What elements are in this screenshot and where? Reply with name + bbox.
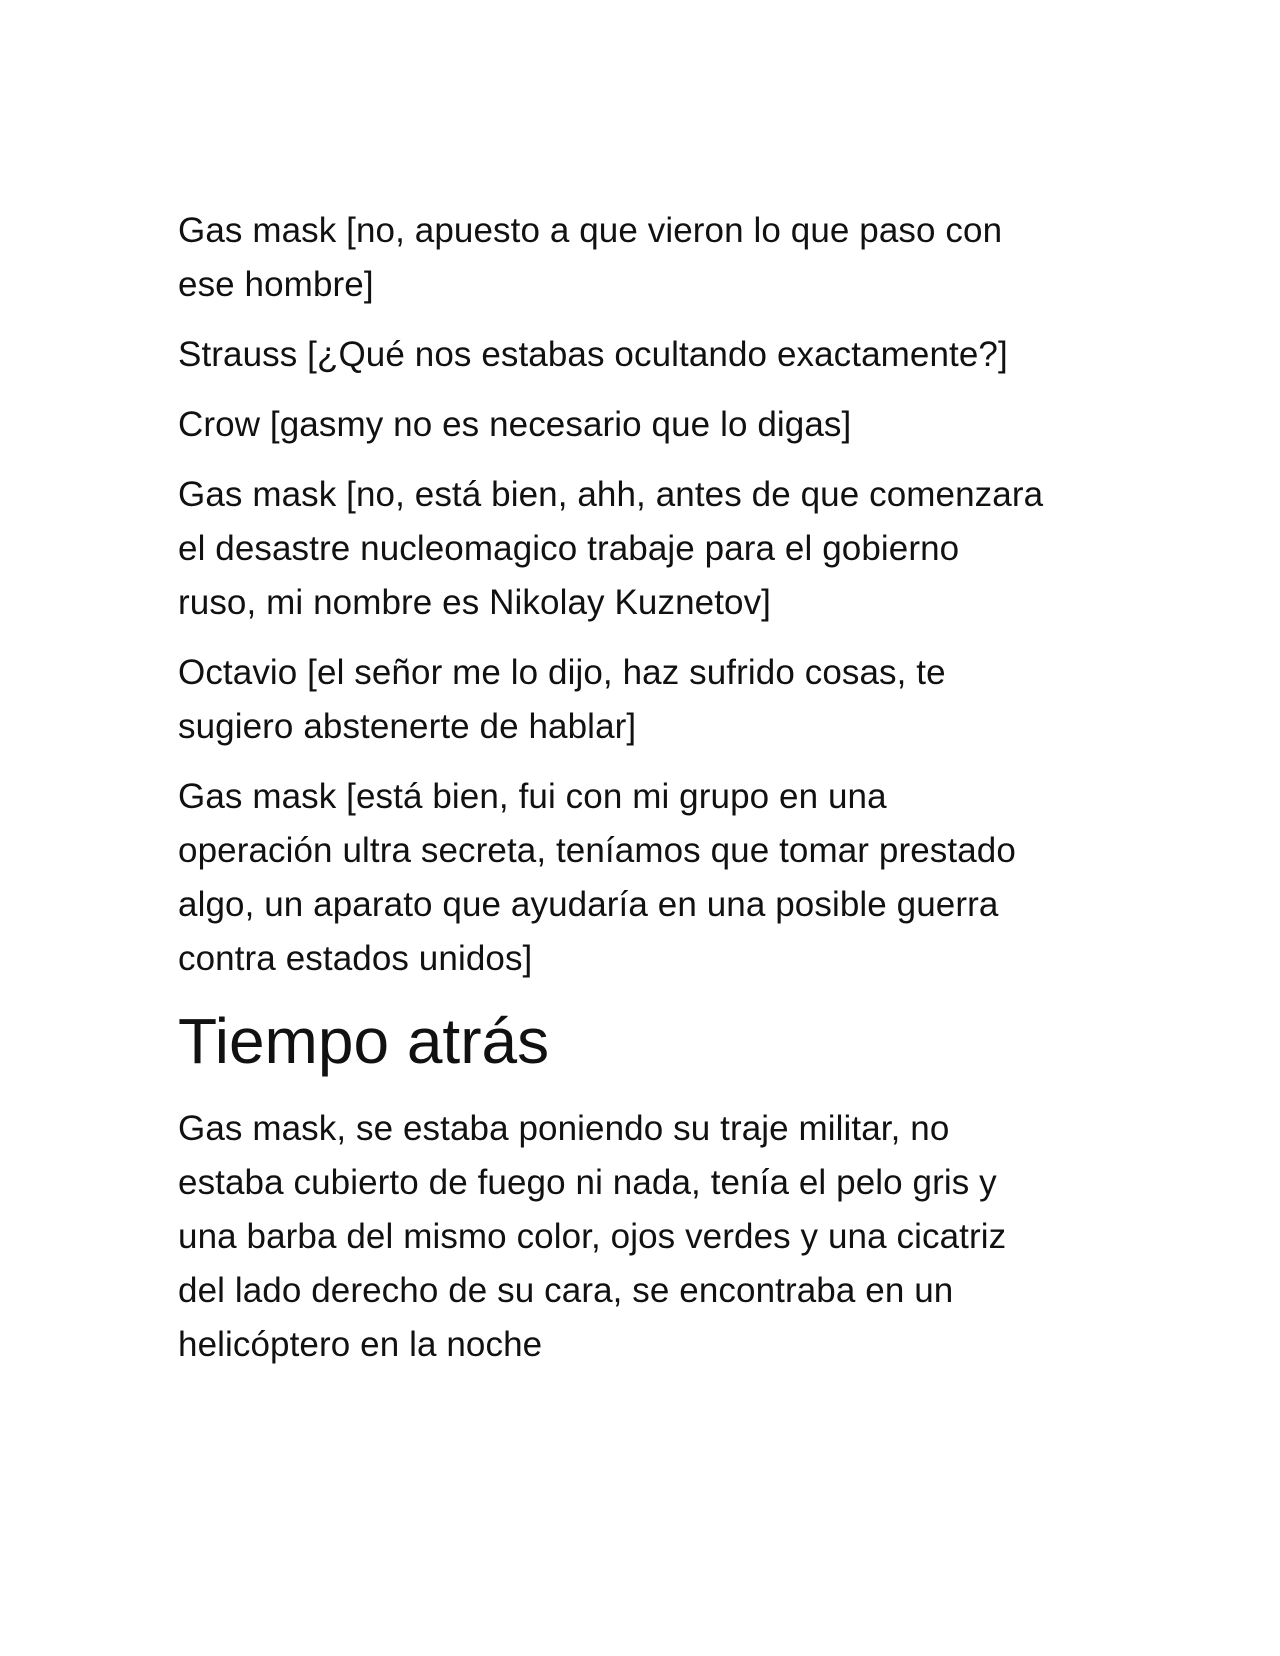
text-line: Gas mask [está bien, fui con mi grupo en una bbox=[178, 777, 887, 816]
text-line: del lado derecho de su cara, se encontraba en un bbox=[178, 1271, 954, 1310]
text-line: el desastre nucleomagico trabaje para el gobierno bbox=[178, 529, 960, 568]
text-line: ese hombre] bbox=[178, 265, 374, 304]
text-line: una barba del mismo color, ojos verdes y una cicatriz bbox=[178, 1217, 1007, 1256]
text-line: helicóptero en la noche bbox=[178, 1325, 543, 1364]
text-line: Gas mask [no, apuesto a que vieron lo que paso con bbox=[178, 211, 1003, 250]
text-line: Strauss [¿Qué nos estabas ocultando exactamente?] bbox=[178, 335, 1008, 374]
dialogue-paragraph bbox=[178, 770, 1118, 986]
text-line: Crow [gasmy no es necesario que lo digas] bbox=[178, 405, 852, 444]
text-line: estaba cubierto de fuego ni nada, tenía el pelo gris y bbox=[178, 1163, 997, 1202]
text-line: Octavio [el señor me lo dijo, haz sufrido cosas, te bbox=[178, 653, 946, 692]
text-line: algo, un aparato que ayudaría en una posible guerra bbox=[178, 885, 999, 924]
dialogue-paragraph bbox=[178, 328, 1118, 382]
dialogue-paragraph bbox=[178, 398, 1118, 452]
narrative-paragraph bbox=[178, 1102, 1118, 1372]
text-line: ruso, mi nombre es Nikolay Kuznetov] bbox=[178, 583, 772, 622]
dialogue-paragraph bbox=[178, 468, 1118, 630]
text-line: Gas mask [no, está bien, ahh, antes de que comenzara bbox=[178, 475, 1044, 514]
text-line: sugiero abstenerte de hablar] bbox=[178, 707, 637, 746]
section-heading: Tiempo atrás bbox=[178, 1005, 550, 1077]
text-line: Gas mask, se estaba poniendo su traje militar, no bbox=[178, 1109, 950, 1148]
dialogue-paragraph bbox=[178, 204, 1118, 312]
text-line: operación ultra secreta, teníamos que tomar prestado bbox=[178, 831, 1016, 870]
dialogue-paragraph bbox=[178, 646, 1118, 754]
text-line: contra estados unidos] bbox=[178, 939, 533, 978]
document-page bbox=[178, 204, 1118, 1388]
